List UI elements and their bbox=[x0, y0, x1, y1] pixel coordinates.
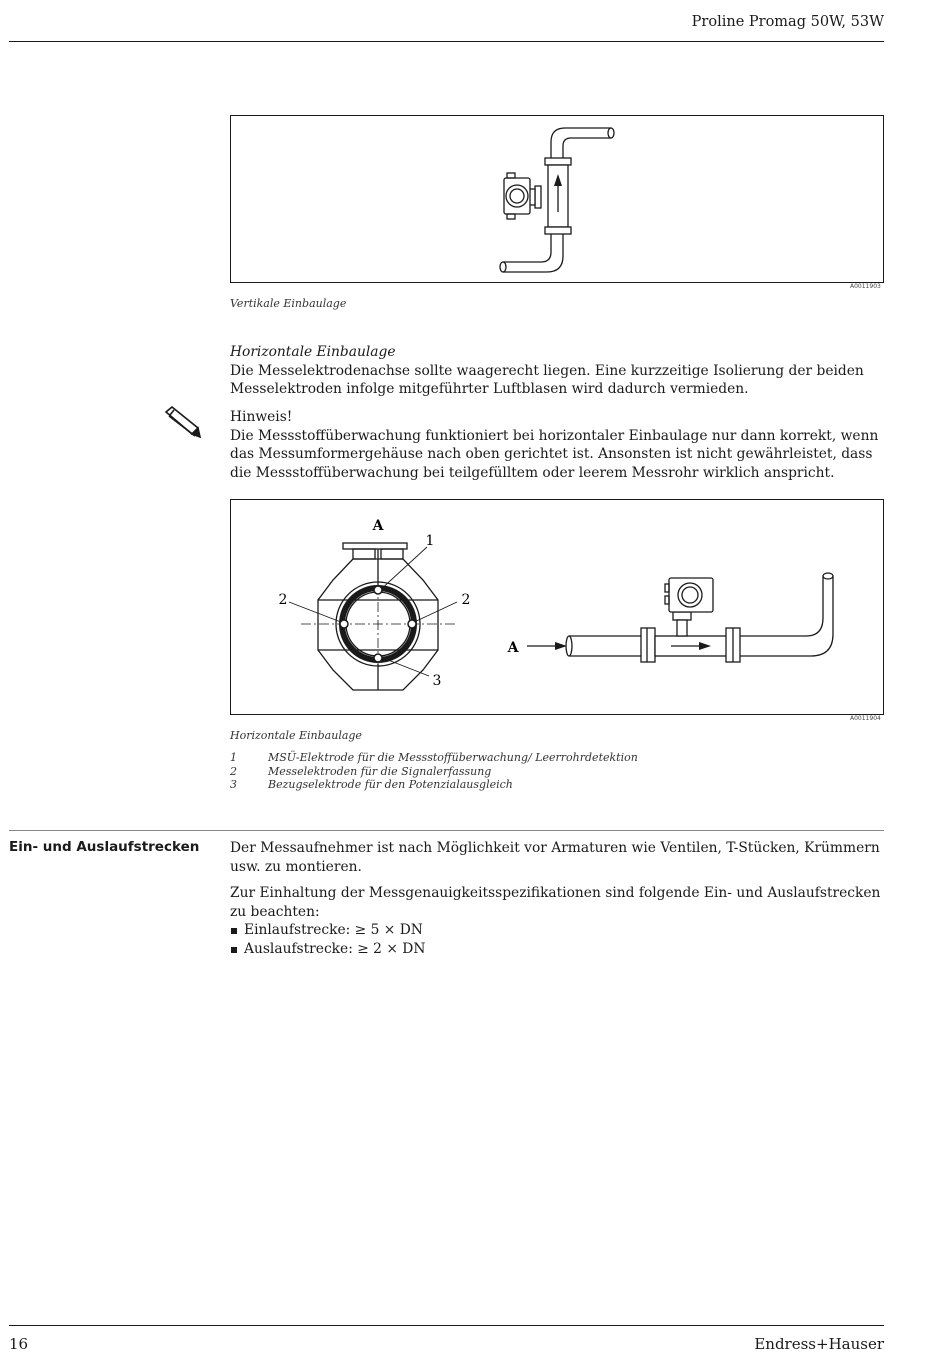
page-number: 16 bbox=[9, 1335, 29, 1353]
header-rule bbox=[9, 41, 884, 42]
section-rule bbox=[9, 830, 884, 831]
figure-caption: Vertikale Einbaulage bbox=[230, 297, 347, 310]
vertical-installation-drawing bbox=[231, 116, 883, 282]
figure-horizontal-installation bbox=[230, 499, 884, 715]
figure-code: A0011904 bbox=[850, 715, 881, 722]
section-heading: Ein- und Auslaufstrecken bbox=[9, 839, 200, 855]
horizontal-section bbox=[230, 343, 883, 399]
footer-rule bbox=[9, 1325, 884, 1326]
paragraph: Zur Einhaltung der Messgenauigkeitsspezifikationen sind folgende Ein- und Auslaufstrecken zu beachten: bbox=[230, 885, 881, 920]
callout-2-left: 2 bbox=[278, 592, 288, 608]
paragraph: Der Messaufnehmer ist nach Möglichkeit vor Armaturen wie Ventilen, T-Stücken, Krümmern usw. zu montieren. bbox=[230, 840, 880, 875]
view-label: A bbox=[507, 640, 519, 656]
section-body bbox=[230, 839, 883, 959]
figure-caption: Horizontale Einbaulage bbox=[230, 729, 362, 742]
figure-vertical-installation bbox=[230, 115, 884, 283]
legend-item: 3 Bezugselektrode für den Potenzialausgleich bbox=[230, 778, 513, 791]
horizontal-installation-drawing bbox=[231, 500, 883, 714]
running-header-title: Proline Promag 50W, 53W bbox=[691, 14, 884, 30]
pencil-note-icon bbox=[162, 406, 202, 440]
section-label: A bbox=[372, 518, 384, 534]
figure-legend bbox=[230, 751, 883, 792]
paragraph: Die Messelektrodenachse sollte waagerecht liegen. Eine kurzzeitige Isolierung der beiden Messelektroden infolge mitgeführter Luftblasen wird dadurch vermieden. bbox=[230, 362, 864, 398]
note-block bbox=[230, 408, 883, 482]
brand-name: Endress+Hauser bbox=[754, 1335, 884, 1353]
legend-item: 2 Messelektroden für die Signalerfassung bbox=[230, 764, 492, 778]
callout-1: 1 bbox=[425, 533, 435, 549]
note-text: Die Messstoffüberwachung funktioniert bei horizontaler Einbaulage nur dann korrekt, wenn das Messumformergehäuse nach oben gerichtet ist. Ansonsten ist nicht gewährleistet, dass die Messstoffüberwachung bei teilgefülltem oder leerem Messrohr wirklich anspricht. bbox=[230, 427, 879, 481]
figure-code: A0011903 bbox=[850, 283, 881, 290]
bullet-item: Einlaufstrecke: ≥ 5 × DN bbox=[230, 921, 883, 940]
legend-item: 1 MSÜ-Elektrode für die Messstoffüberwachung/ Leerrohrdetektion bbox=[230, 751, 638, 764]
bullet-list bbox=[230, 921, 883, 958]
callout-3: 3 bbox=[432, 673, 442, 689]
bullet-item: Auslaufstrecke: ≥ 2 × DN bbox=[230, 940, 883, 959]
note-title: Hinweis! bbox=[230, 409, 293, 425]
subheading: Horizontale Einbaulage bbox=[230, 344, 396, 360]
callout-2-right: 2 bbox=[461, 592, 471, 608]
